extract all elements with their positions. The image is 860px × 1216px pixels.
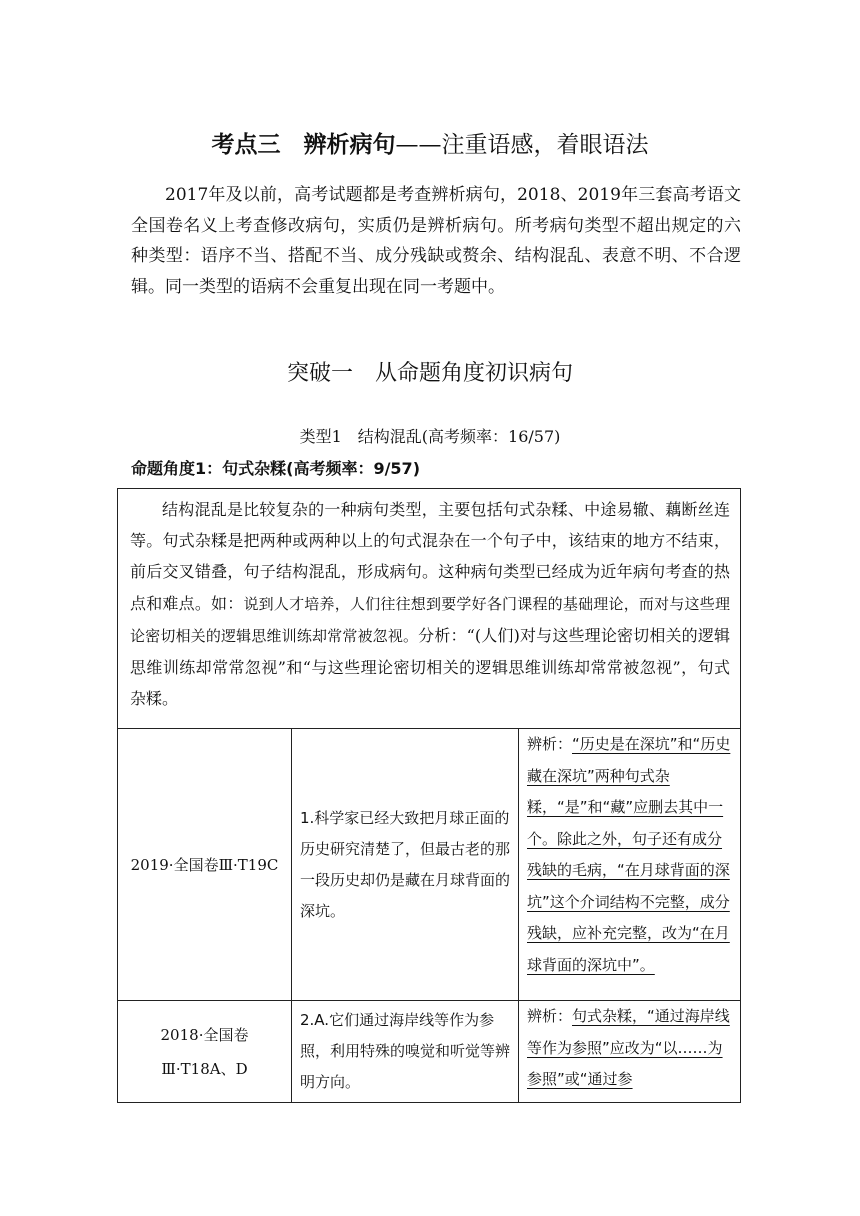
topic-heading-dash: —— [395, 132, 442, 158]
explanation-box [117, 488, 741, 729]
row-source: 2018·全国卷Ⅲ·T18A、D [118, 1001, 292, 1103]
analysis-label: 辨析： [527, 735, 573, 753]
examples-table [117, 728, 741, 1103]
table-row [118, 729, 741, 1001]
intro-paragraph: 2017年及以前，高考试题都是考查辨析病句，2018、2019年三套高考语文全国卷名义上考查修改病句，实质仍是辨析病句。所考病句类型不超出规定的六种类型：语序不当、搭配不当、成分残缺或赘余、结构混乱、表意不明、不合逻辑。同一类型的语病不会重复出现在同一考题中。 [131, 185, 741, 297]
example-sentence: 说到人才培养，人们往往想到要学好各门课程的基础理论，而对与这些理论密切相关的逻辑思维训练却常常被忽视。 [130, 594, 730, 645]
analysis-text: 句式杂糅，“通过海岸线等作为参照”应改为“以……为参照”或“通过参 [527, 1007, 730, 1088]
topic-heading-main: 考点三 辨析病句 [211, 132, 396, 158]
row-analysis [519, 1001, 741, 1103]
explanation-text-a: 结构混乱是比较复杂的一种病句类型，主要包括句式杂糅、中途易辙、藕断丝连等。句式杂糅是把两种或两种以上的句式混杂在一个句子中，该结束的地方不结束，前后交叉错叠，句子结构混乱，形成病句。这种病句类型已经成为近年病句考查的热点和难点。如： [130, 500, 730, 613]
analysis-label: 辨析： [527, 1007, 573, 1025]
angle-heading: 命题角度1：句式杂糅(高考频率：9/57) [131, 459, 421, 478]
row-analysis [519, 729, 741, 1001]
row-sentence: 1.科学家已经大致把月球正面的历史研究清楚了，但最古老的那一段历史却仍是藏在月球背面的深坑。 [292, 729, 519, 1001]
table-row [118, 1001, 741, 1103]
topic-heading-sub: 注重语感，着眼语法 [441, 132, 649, 158]
section-title: 突破一 从命题角度初识病句 [286, 361, 573, 386]
explanation-text-b: 分析：“(人们)对与这些理论密切相关的逻辑思维训练却常常忽视”和“与这些理论密切相关的逻辑思维训练却常常被忽视”，句式杂糅。 [130, 625, 730, 709]
row-source: 2019·全国卷Ⅲ·T19C [118, 729, 292, 1001]
topic-heading [0, 128, 860, 162]
analysis-text: “历史是在深坑”和“历史藏在深坑”两种句式杂糅，“是”和“藏”应删去其中一个。除此之外，句子还有成分残缺的毛病，“在月球背面的深坑”这个介词结构不完整，成分残缺，应补充完整，改为“在月球背面的深坑中”。 [527, 735, 731, 974]
explanation-text [130, 494, 730, 714]
row-sentence: 2.A.它们通过海岸线等作为参照，利用特殊的嗅觉和听觉等辨明方向。 [292, 1001, 519, 1103]
type-heading: 类型1 结构混乱(高考频率：16/57) [299, 427, 561, 446]
